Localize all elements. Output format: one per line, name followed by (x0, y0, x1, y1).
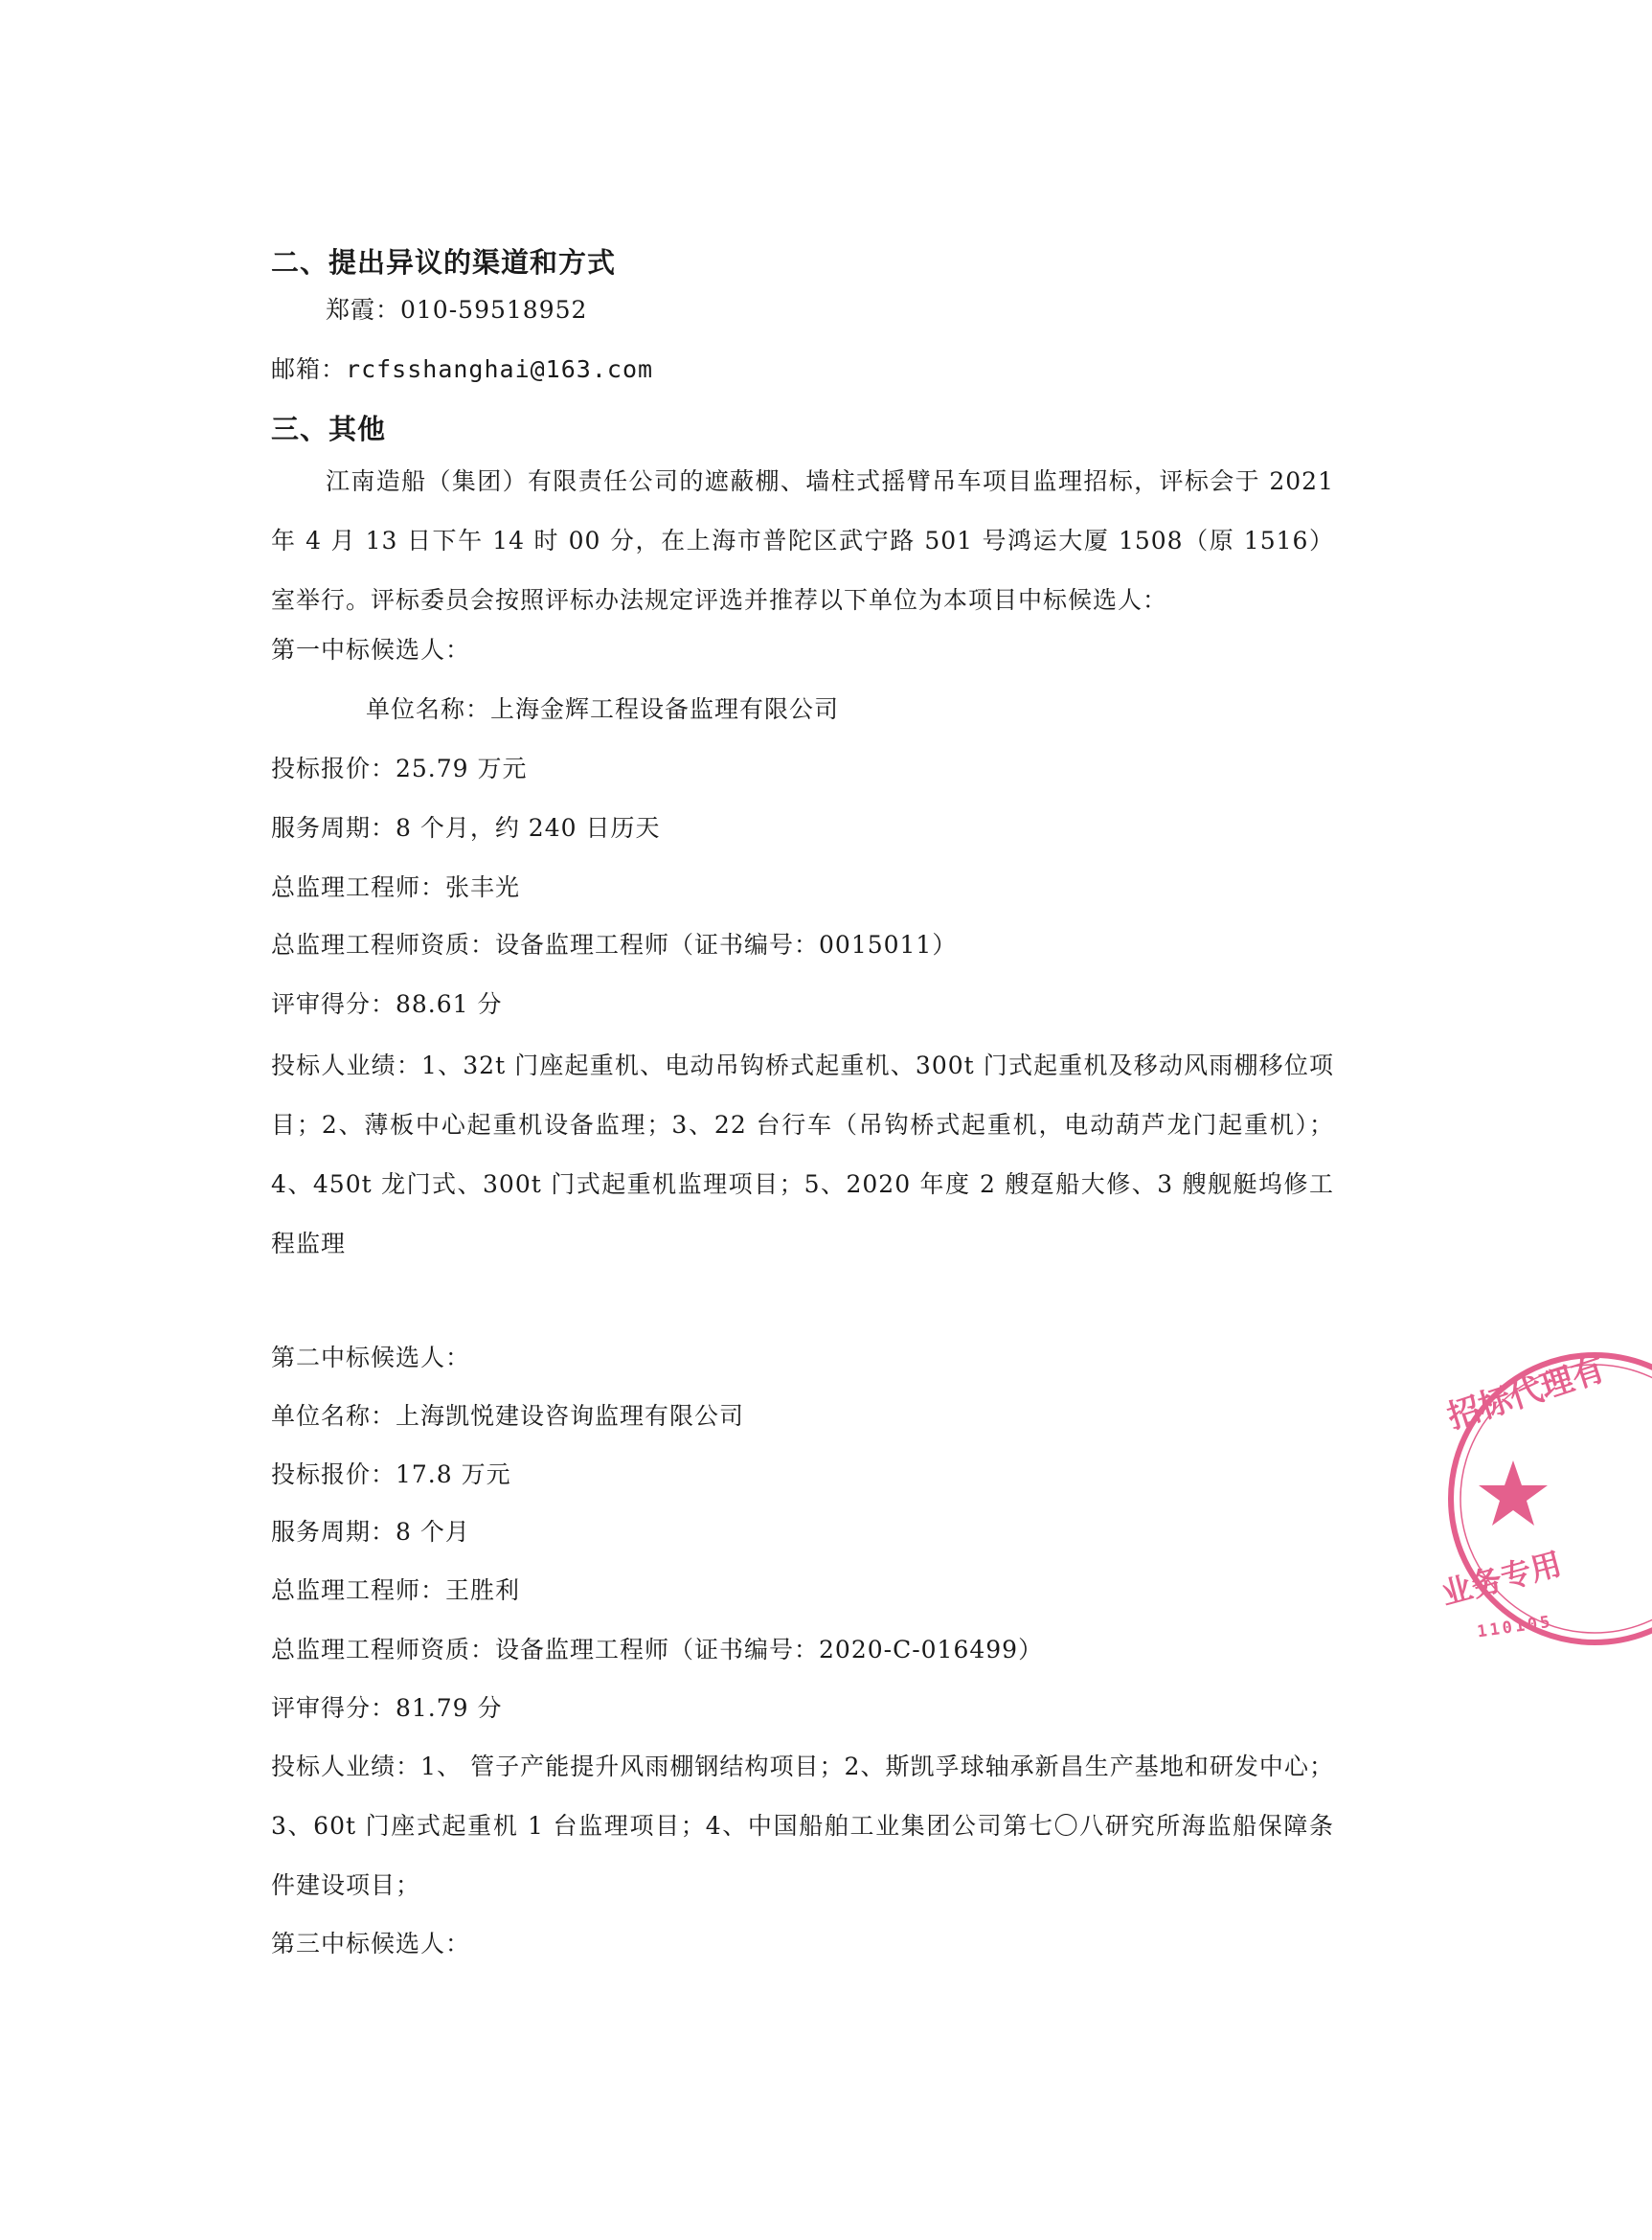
seal-bottom-text: 业务专用 (1437, 1545, 1566, 1613)
svg-text:业务专用 (1437, 1546, 1565, 1613)
svg-text:招标代理有 (1443, 1350, 1610, 1437)
candidate-2-engineer: 总监理工程师：王胜利 (271, 1576, 521, 1604)
contact-phone: 郑霞：010-59518952 (326, 296, 588, 324)
seal-top-text: 招标代理有 (1442, 1349, 1610, 1437)
candidate-2-performance: 投标人业绩：1、 管子产能提升风雨棚钢结构项目；2、斯凯孚球轴承新昌生产基地和研发中心；3、60t 门座式起重机 1 台监理项目；4、中国船舶工业集团公司第七〇八研究所海监船保障条件建设项目； (271, 1753, 1334, 1899)
section-heading-objection: 二、提出异议的渠道和方式 (271, 246, 617, 279)
intro-paragraph: 江南造船（集团）有限责任公司的遮蔽棚、墙柱式摇臂吊车项目监理招标，评标会于 2021 年 4 月 13 日下午 14 时 00 分，在上海市普陀区武宁路 501 号鸿运大厦 1508（原 1516）室举行。评标委员会按照评标办法规定评选并推荐以下单位为本项目中标候选人： (271, 467, 1334, 614)
candidate-1-period: 服务周期：8 个月，约 240 日历天 (271, 814, 661, 842)
candidate-3-label: 第三中标候选人： (271, 1930, 471, 1957)
seal-star-icon (1479, 1460, 1548, 1526)
candidate-2-label: 第二中标候选人： (271, 1344, 471, 1371)
candidate-2-price: 投标报价：17.8 万元 (271, 1460, 511, 1488)
email-label: 邮箱： (271, 355, 347, 383)
candidate-1-score: 评审得分：88.61 分 (271, 990, 503, 1018)
candidate-2-name: 单位名称：上海凯悦建设咨询监理有限公司 (271, 1402, 745, 1430)
svg-text:110105 (1476, 1613, 1553, 1642)
candidate-1-performance: 投标人业绩：1、32t 门座起重机、电动吊钩桥式起重机、300t 门式起重机及移动风雨棚移位项目；2、薄板中心起重机设备监理；3、22 台行车（吊钩桥式起重机，电动葫芦龙门起重机）；4、450t 龙门式、300t 门式起重机监理项目；5、2020 年度 2 艘趸船大修、3 艘舰艇坞修工程监理 (271, 1052, 1334, 1257)
candidate-1-engineer: 总监理工程师：张丰光 (271, 873, 521, 901)
candidate-2-qualification: 总监理工程师资质：设备监理工程师（证书编号：2020-C-016499） (271, 1636, 1044, 1663)
candidate-2-score: 评审得分：81.79 分 (271, 1694, 503, 1722)
agency-seal-stamp (1432, 1346, 1652, 1662)
email-value: rcfsshanghai@163.com (346, 355, 654, 383)
seal-number: 110105 (1476, 1612, 1554, 1642)
contact-email (271, 353, 653, 386)
candidate-2-period: 服务周期：8 个月 (271, 1518, 470, 1546)
section-heading-other: 三、其他 (271, 413, 387, 445)
candidate-1-name: 单位名称：上海金辉工程设备监理有限公司 (366, 695, 840, 723)
candidate-1-label: 第一中标候选人： (271, 636, 471, 664)
candidate-1-price: 投标报价：25.79 万元 (271, 755, 528, 782)
candidate-1-qualification: 总监理工程师资质：设备监理工程师（证书编号：0015011） (271, 931, 958, 959)
